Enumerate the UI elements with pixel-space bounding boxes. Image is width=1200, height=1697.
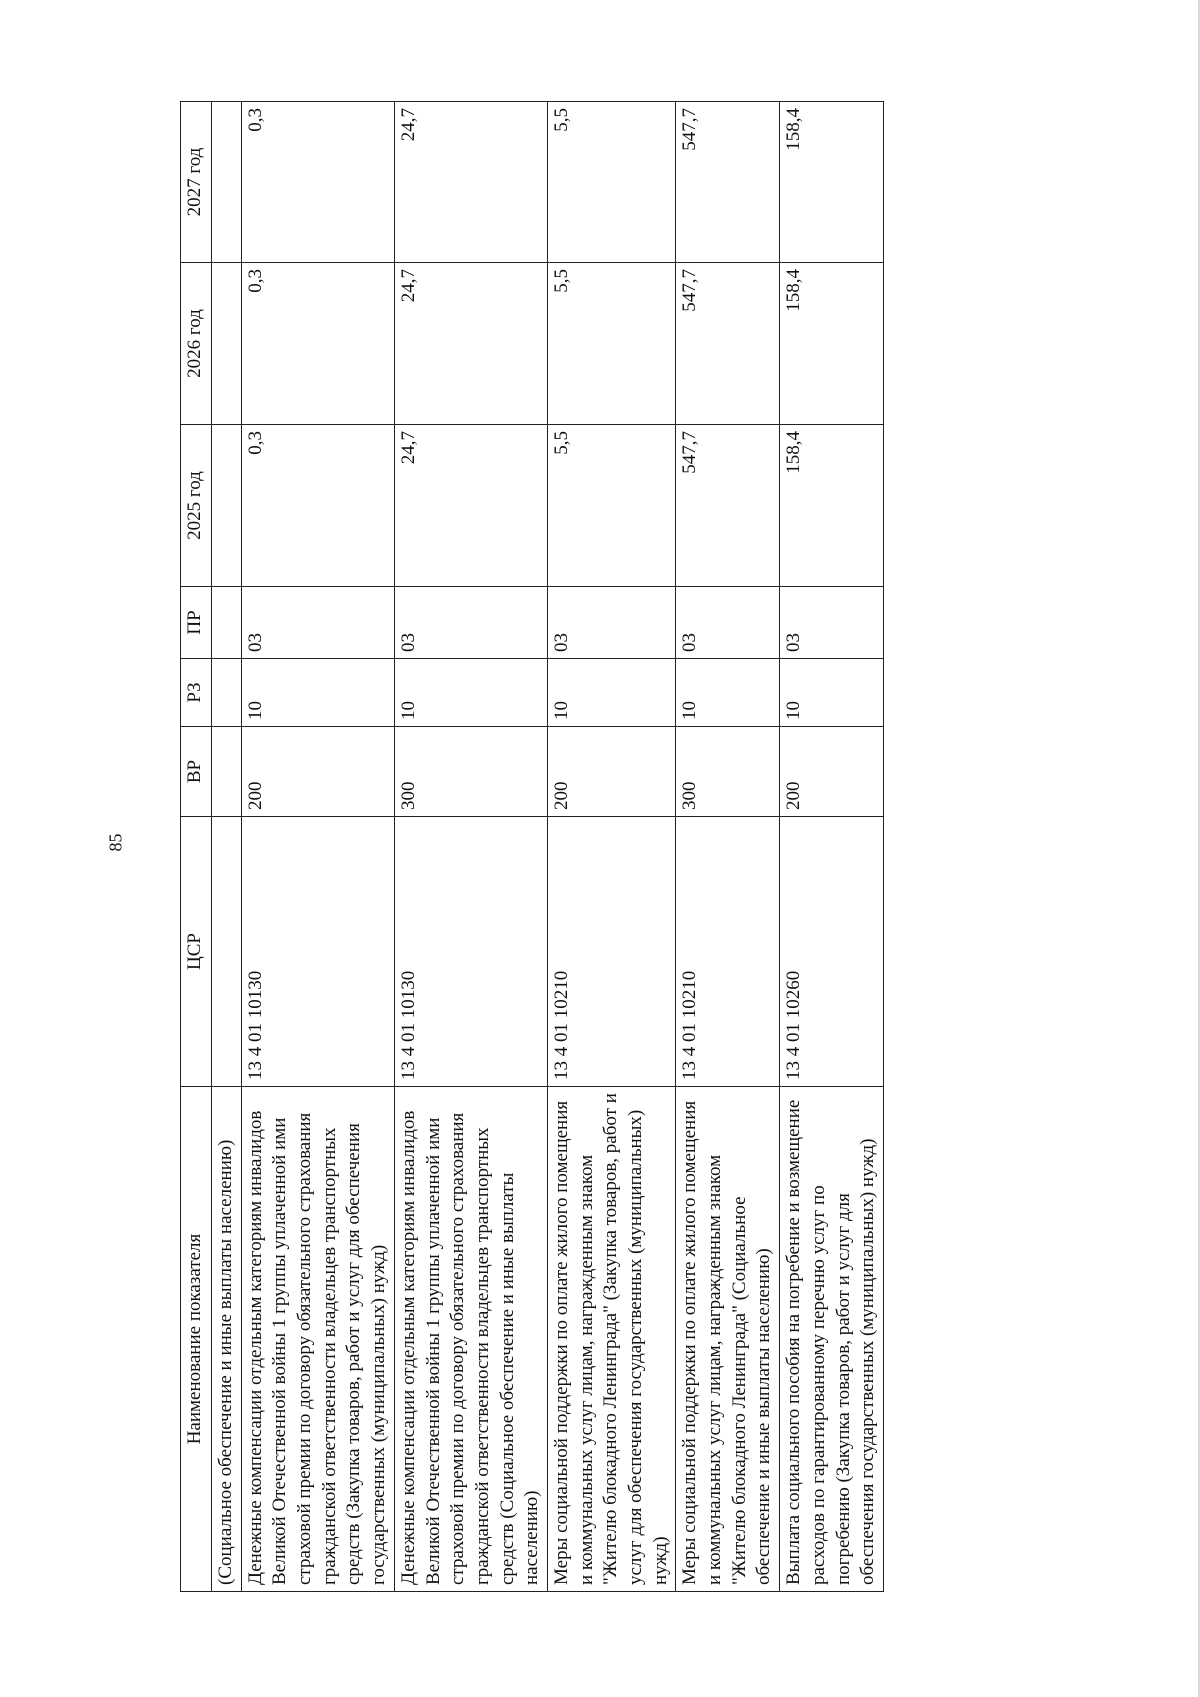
rotated-table-container <box>180 102 1100 1592</box>
cell-name: Меры социальной поддержки по оплате жилого помещения и коммунальных услуг лицам, награжденным знаком "Жителю блокадного Ленинграда" (Социальное обеспечение и иные выплаты населению) <box>676 1087 780 1592</box>
cell-2025: 5,5 <box>547 425 675 587</box>
header-rz: РЗ <box>181 659 212 727</box>
cell-rz: 10 <box>676 659 780 727</box>
cell-name: Выплата социального пособия на погребение и возмещение расходов по гарантированному перечню услуг по погребению (Закупка товаров, работ и услуг для обеспечения государственных (муниципальных) нужд) <box>780 1087 884 1592</box>
cell-2025: 24,7 <box>394 425 547 587</box>
cell-rz: 10 <box>780 659 884 727</box>
cell-2027: 5,5 <box>547 102 675 263</box>
cell-2026: 158,4 <box>780 263 884 425</box>
table-row <box>676 102 780 1592</box>
cell-vr: 300 <box>676 727 780 817</box>
cell-rz: 10 <box>394 659 547 727</box>
cell-rz <box>212 659 242 727</box>
cell-name: (Социальное обеспечение и иные выплаты населению) <box>212 1087 242 1592</box>
cell-2026: 547,7 <box>676 263 780 425</box>
cell-2025: 158,4 <box>780 425 884 587</box>
cell-csr: 13 4 01 10260 <box>780 817 884 1087</box>
cell-2027: 547,7 <box>676 102 780 263</box>
cell-pr: 03 <box>547 587 675 659</box>
cell-name: Денежные компенсации отдельным категориям инвалидов Великой Отечественной войны 1 группы уплаченной ими страховой премии по договору обязательного страхования гражданской ответственности владельцев транспортных средств (Закупка товаров, работ и услуг для обеспечения государственных (муниципальных) нужд) <box>241 1087 394 1592</box>
page-number: 85 <box>105 833 126 852</box>
cell-pr: 03 <box>241 587 394 659</box>
cell-2026: 5,5 <box>547 263 675 425</box>
cell-2025 <box>212 425 242 587</box>
cell-name: Меры социальной поддержки по оплате жилого помещения и коммунальных услуг лицам, награжденным знаком "Жителю блокадного Ленинграда" (Закупка товаров, работ и услуг для обеспечения государственных (муниципальных) нужд) <box>547 1087 675 1592</box>
cell-vr: 300 <box>394 727 547 817</box>
header-name: Наименование показателя <box>181 1087 212 1592</box>
cell-2026 <box>212 263 242 425</box>
cell-pr <box>212 587 242 659</box>
header-vr: ВР <box>181 727 212 817</box>
table-row <box>241 102 394 1592</box>
cell-vr: 200 <box>547 727 675 817</box>
cell-pr: 03 <box>676 587 780 659</box>
table-row <box>780 102 884 1592</box>
cell-2027: 0,3 <box>241 102 394 263</box>
cell-rz: 10 <box>547 659 675 727</box>
budget-table <box>180 101 884 1592</box>
table-row <box>394 102 547 1592</box>
cell-csr: 13 4 01 10210 <box>676 817 780 1087</box>
cell-vr: 200 <box>780 727 884 817</box>
header-pr: ПР <box>181 587 212 659</box>
cell-pr: 03 <box>780 587 884 659</box>
cell-rz: 10 <box>241 659 394 727</box>
table-row <box>547 102 675 1592</box>
table-header-row <box>181 102 212 1592</box>
cell-2025: 0,3 <box>241 425 394 587</box>
cell-csr: 13 4 01 10210 <box>547 817 675 1087</box>
header-csr: ЦСР <box>181 817 212 1087</box>
cell-vr <box>212 727 242 817</box>
table-row <box>212 102 242 1592</box>
header-2027: 2027 год <box>181 102 212 263</box>
cell-2026: 0,3 <box>241 263 394 425</box>
cell-csr: 13 4 01 10130 <box>394 817 547 1087</box>
cell-2027 <box>212 102 242 263</box>
cell-vr: 200 <box>241 727 394 817</box>
cell-name: Денежные компенсации отдельным категориям инвалидов Великой Отечественной войны 1 группы уплаченной ими страховой премии по договору обязательного страхования гражданской ответственности владельцев транспортных средств (Социальное обеспечение и иные выплаты населению) <box>394 1087 547 1592</box>
cell-2027: 158,4 <box>780 102 884 263</box>
cell-2027: 24,7 <box>394 102 547 263</box>
cell-2025: 547,7 <box>676 425 780 587</box>
cell-2026: 24,7 <box>394 263 547 425</box>
header-2026: 2026 год <box>181 263 212 425</box>
cell-pr: 03 <box>394 587 547 659</box>
header-2025: 2025 год <box>181 425 212 587</box>
cell-csr <box>212 817 242 1087</box>
cell-csr: 13 4 01 10130 <box>241 817 394 1087</box>
